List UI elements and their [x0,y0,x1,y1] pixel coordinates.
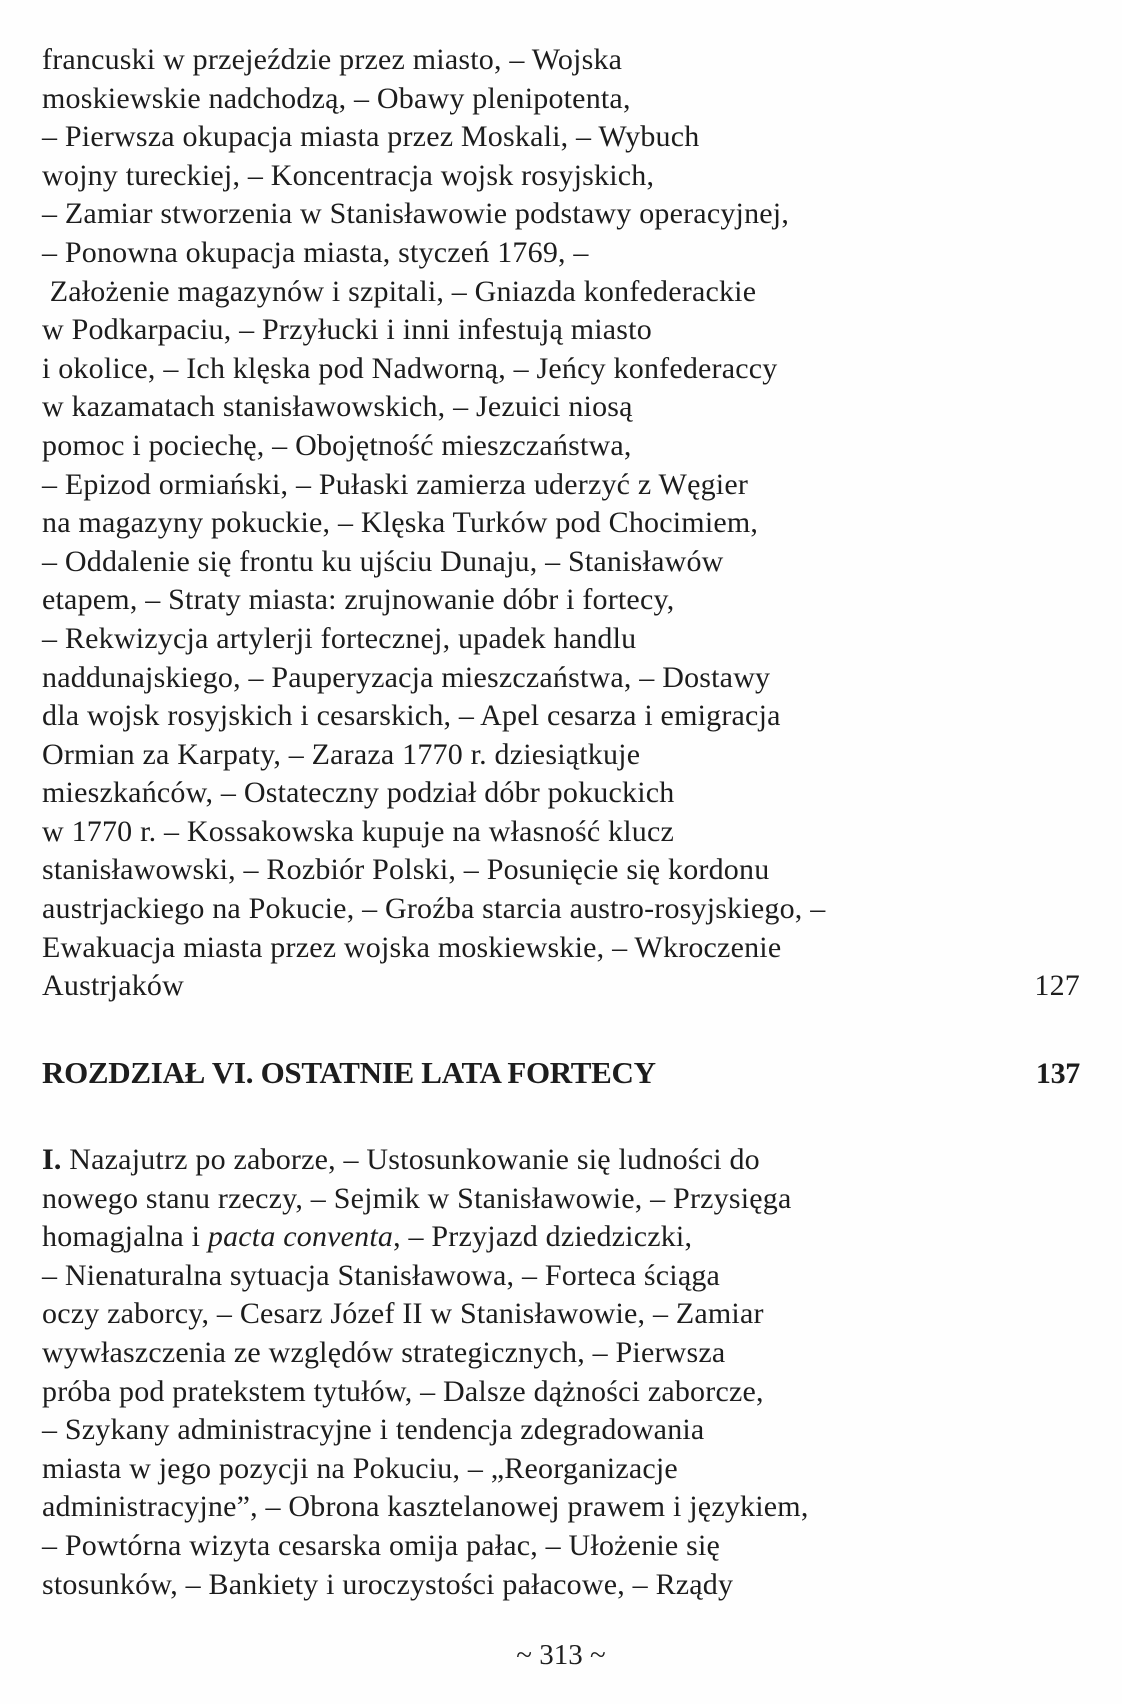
latin-phrase-italic: pacta conventa [207,1220,394,1254]
toc-line: francuski w przejeździe przez miasto, – Wojska [42,43,623,76]
toc-line [42,1218,1080,1257]
toc-line: – Szykany administracyjne i tendencja zdegradowania [42,1413,705,1447]
toc-line-text: homagjalna i [42,1220,208,1254]
toc-line: etapem, – Straty miasta: zrujnowanie dóbr i fortecy, [42,583,675,617]
toc-line: – Ponowna okupacja miasta, styczeń 1769, – [42,235,589,269]
toc-line: moskiewskie nadchodzą, – Obawy plenipotenta, [42,81,631,115]
chapter-6-section-1-entry [42,1141,1080,1604]
toc-line: nowego stanu rzeczy, – Sejmik w Stanisławowie, – Przysięga [42,1181,792,1215]
toc-line [42,1141,1080,1180]
toc-line: – Pierwsza okupacja miasta przez Moskali, – Wybuch [42,120,700,154]
toc-line: w kazamatach stanisławowskich, – Jezuici niosą [42,390,633,424]
toc-line: – Nienaturalna sytuacja Stanisławowa, – Forteca ściąga [42,1258,721,1292]
toc-line-text: , – Przyjazd dziedziczki, [393,1220,693,1254]
toc-line: na magazyny pokuckie, – Klęska Turków pod Chocimiem, [42,506,759,540]
toc-line: administracyjne”, – Obrona kasztelanowej prawem i językiem, [42,1490,809,1524]
toc-line: i okolice, – Ich klęska pod Nadworną, – Jeńcy konfederaccy [42,351,778,385]
chapter-6-title: ROZDZIAŁ VI. OSTATNIE LATA FORTECY [42,1055,656,1090]
toc-line: oczy zaborcy, – Cesarz Józef II w Stanisławowie, – Zamiar [42,1297,764,1331]
toc-line: Założenie magazynów i szpitali, – Gniazda konfederackie [42,274,757,308]
toc-line: naddunajskiego, – Pauperyzacja mieszczaństwa, – Dostawy [42,660,771,694]
chapter-5-page-number: 127 [1034,969,1080,1003]
toc-line: – Zamiar stworzenia w Stanisławowie podstawy operacyjnej, [42,197,790,231]
toc-line: – Epizod ormiański, – Pułaski zamierza uderzyć z Węgier [42,467,749,501]
toc-line: dla wojsk rosyjskich i cesarskich, – Apel cesarza i emigracja [42,699,781,733]
chapter-6-page-number: 137 [1035,1057,1080,1090]
toc-line-text: Nazajutrz po zaborze, – Ustosunkowanie się ludności do [61,1143,760,1176]
toc-line: miasta w jego pozycji na Pokuciu, – „Reorganizacje [42,1451,678,1485]
chapter-6-remaining-lines [42,1257,1080,1604]
toc-line: Austrjaków [42,969,184,1003]
toc-line: stanisławowski, – Rozbiór Polski, – Posunięcie się kordonu [42,853,770,887]
toc-line: Ewakuacja miasta przez wojska moskiewskie, – Wkroczenie [42,930,782,964]
toc-line: – Powtórna wizyta cesarska omija pałac, – Ułożenie się [42,1528,721,1562]
chapter-5-last-line [42,967,1080,1006]
toc-line: mieszkańców, – Ostateczny podział dóbr pokuckich [42,776,675,810]
chapter-5-summary-lines [42,41,1080,967]
toc-line: w 1770 r. – Kossakowska kupuje na własność klucz [42,814,674,848]
chapter-6-heading-row [42,1053,1080,1094]
chapter-5-toc-entry [42,41,1080,1006]
toc-line: w Podkarpaciu, – Przyłucki i inni infestują miasto [42,313,652,347]
toc-line: stosunków, – Bankiety i uroczystości pałacowe, – Rządy [42,1567,734,1601]
toc-line: Ormian za Karpaty, – Zaraza 1770 r. dziesiątkuje [42,737,641,771]
toc-line: próba pod pratekstem tytułów, – Dalsze dążności zaborcze, [42,1374,764,1408]
toc-line: – Oddalenie się frontu ku ujściu Dunaju, – Stanisławów [42,544,724,578]
section-numeral: I. [42,1143,62,1176]
toc-line: – Rekwizycja artylerji fortecznej, upadek handlu [42,621,637,655]
toc-line: austrjackiego na Pokucie, – Groźba starcia austro-rosyjskiego, – [42,892,826,926]
toc-line: pomoc i pociechę, – Obojętność mieszczaństwa, [42,428,632,462]
toc-line: wywłaszczenia ze względów strategicznych, – Pierwsza [42,1335,726,1369]
page-number-footer: ~ 313 ~ [516,1639,606,1671]
toc-line: wojny tureckiej, – Koncentracja wojsk rosyjskich, [42,158,655,192]
